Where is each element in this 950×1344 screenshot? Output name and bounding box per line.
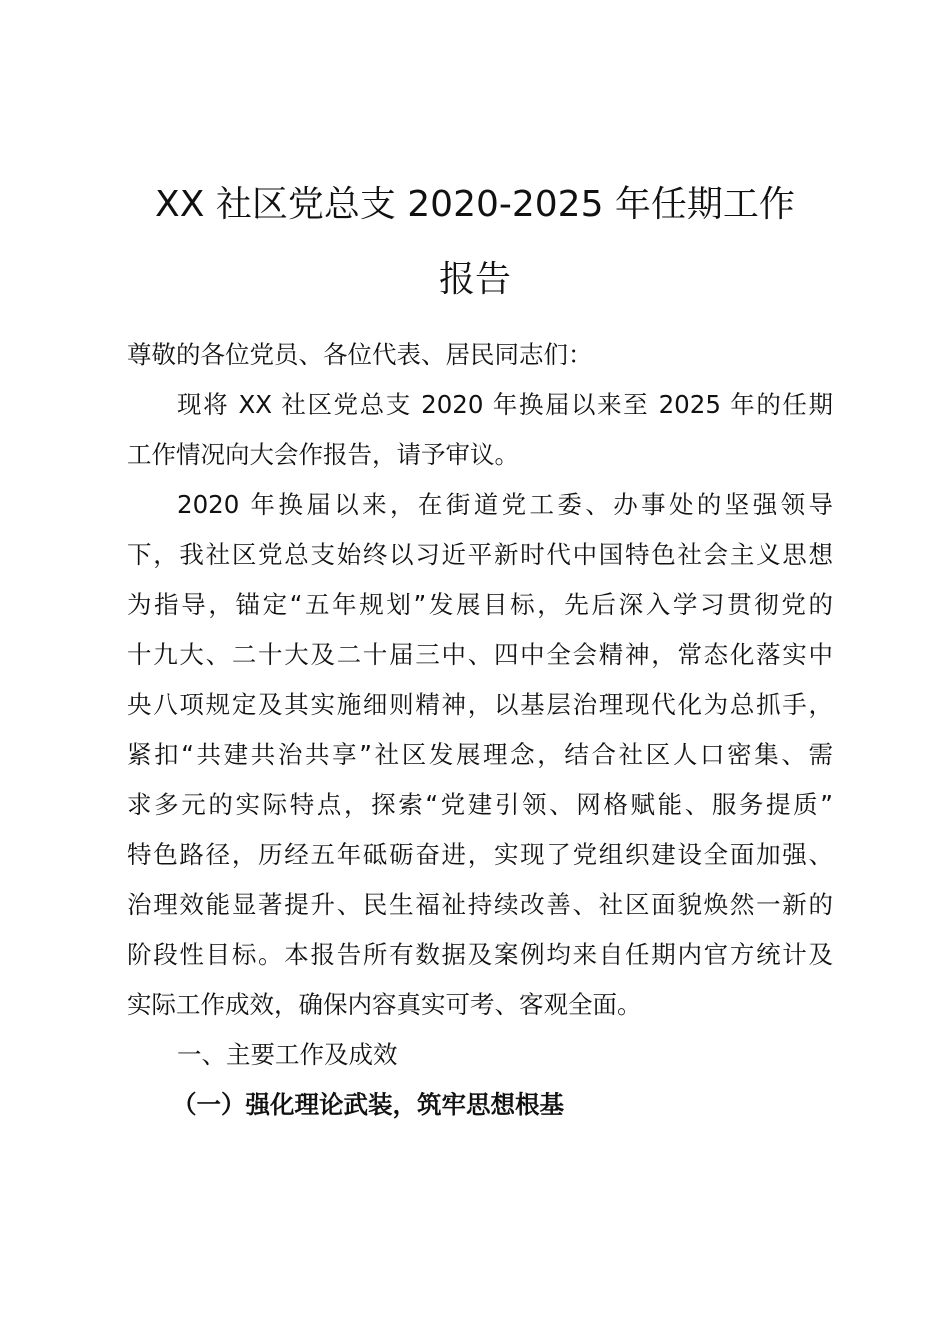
paragraph-2-line-10: 阶段性目标。本报告所有数据及案例均来自任期内官方统计及 [127,940,833,969]
paragraph-1-line-2: 工作情况向大会作报告，请予审议。 [127,440,519,469]
paragraph-2-line-2: 下，我社区党总支始终以习近平新时代中国特色社会主义思想 [127,540,833,569]
paragraph-2-line-7: 求多元的实际特点，探索“党建引领、网格赋能、服务提质” [127,790,833,819]
paragraph-2-line-6: 紧扣“共建共治共享”社区发展理念，结合社区人口密集、需 [127,740,833,769]
subsection-heading: （一）强化理论武装，筑牢思想根基 [172,1090,564,1119]
paragraph-2-line-8: 特色路径，历经五年砥砺奋进，实现了党组织建设全面加强、 [127,840,833,869]
document-title-line-1: XX 社区党总支 2020-2025 年任期工作 [155,184,795,225]
paragraph-2-line-4: 十九大、二十大及二十届三中、四中全会精神，常态化落实中 [127,640,833,669]
paragraph-1-line-1: 现将 XX 社区党总支 2020 年换届以来至 2025 年的任期 [177,390,833,419]
paragraph-2-line-9: 治理效能显著提升、民生福祉持续改善、社区面貌焕然一新的 [127,890,833,919]
paragraph-2-line-11: 实际工作成效，确保内容真实可考、客观全面。 [127,990,642,1019]
salutation: 尊敬的各位党员、各位代表、居民同志们： [127,340,593,369]
paragraph-2-line-1: 2020 年换届以来，在街道党工委、办事处的坚强领导 [177,490,833,519]
paragraph-2-line-5: 央八项规定及其实施细则精神，以基层治理现代化为总抓手， [127,690,833,719]
paragraph-2-line-3: 为指导，锚定“五年规划”发展目标，先后深入学习贯彻党的 [127,590,833,619]
section-heading: 一、主要工作及成效 [177,1040,398,1069]
document-title-line-2: 报告 [438,259,511,300]
